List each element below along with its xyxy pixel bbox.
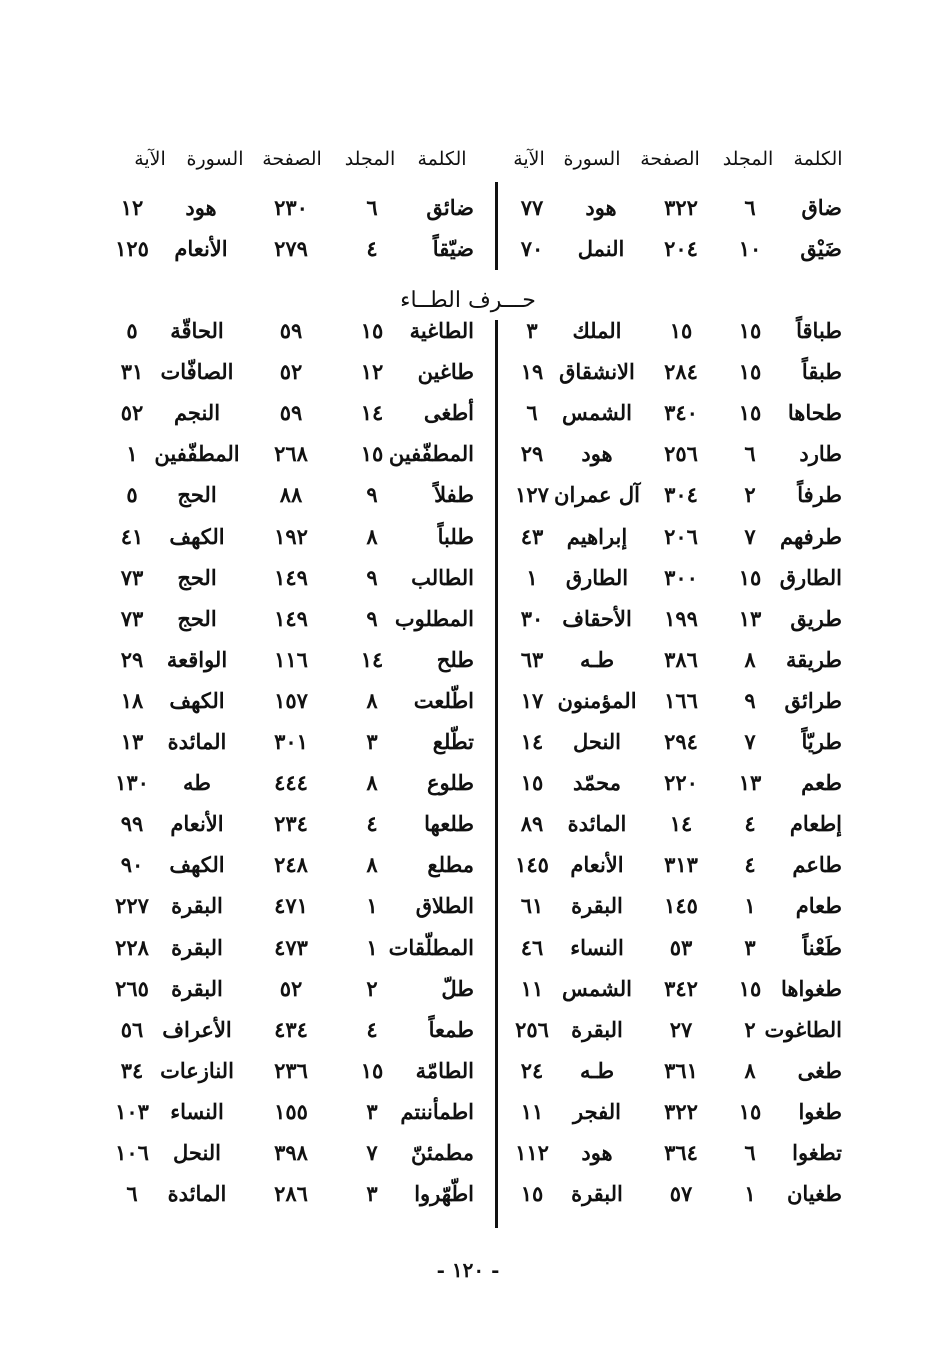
entry-sura: الملك	[572, 318, 622, 343]
entry-page: ١٩٢	[274, 524, 308, 549]
entry-sura: الحج	[177, 565, 217, 590]
entry-sura: الشمس	[562, 976, 632, 1001]
entry-word: تطّلع	[432, 729, 474, 754]
table-row	[0, 770, 936, 810]
entry-word: مطلع	[427, 852, 474, 877]
entry-sura: طـه	[579, 647, 615, 672]
entry-volume: ١٥	[360, 1058, 384, 1083]
table-row	[0, 400, 936, 440]
entry-page: ٥٢	[279, 976, 303, 1001]
table-row	[0, 852, 936, 892]
table-row	[0, 236, 936, 276]
entry-aya: ١١	[520, 976, 544, 1001]
entry-word: طلعها	[424, 811, 474, 836]
entry-volume: ٣	[366, 1181, 378, 1206]
entry-sura: المطفّفين	[154, 441, 240, 466]
entry-aya: ١	[526, 565, 538, 590]
entry-aya: ٢٩	[520, 441, 544, 466]
entry-page: ٥٩	[279, 400, 303, 425]
entry-volume: ٤	[744, 811, 756, 836]
entry-sura: النحل	[572, 729, 622, 754]
entry-sura: النساء	[170, 1099, 224, 1124]
entry-word: الطاغية	[409, 318, 474, 343]
header-word-left: الكلمة	[417, 148, 467, 170]
table-row	[0, 935, 936, 975]
entry-aya: ٢٩	[120, 647, 144, 672]
entry-page: ٣٠٤	[664, 482, 698, 507]
page-number: - ١٢٠ -	[436, 1258, 500, 1282]
header-page-right: الصفحة	[640, 148, 700, 170]
entry-sura: النجم	[173, 400, 221, 425]
entry-volume: ١٥	[360, 318, 384, 343]
section-title: حـــرف الطــاء	[400, 288, 536, 313]
entry-word: طرفهم	[780, 524, 842, 549]
entry-sura: الأنعام	[570, 852, 624, 877]
entry-word: طارد	[799, 441, 842, 466]
entry-word: طغواها	[780, 976, 842, 1001]
entry-word: ضيّقاً	[432, 236, 474, 261]
entry-word: طغى	[797, 1058, 842, 1083]
entry-word: طاغين	[417, 359, 474, 384]
entry-page: ٣٦١	[664, 1058, 698, 1083]
entry-aya: ٦١	[520, 893, 544, 918]
entry-aya: ٥	[126, 482, 138, 507]
entry-page: ٢٦٨	[274, 441, 308, 466]
entry-word: طرائق	[784, 688, 842, 713]
entry-volume: ١٥	[738, 318, 762, 343]
entry-volume: ٧	[744, 729, 756, 754]
entry-aya: ١٤	[520, 729, 544, 754]
entry-volume: ٧	[744, 524, 756, 549]
entry-volume: ٨	[366, 688, 378, 713]
entry-word: طبقاً	[801, 359, 842, 384]
entry-word: الطالب	[411, 565, 474, 590]
entry-word: ضاق	[801, 195, 842, 220]
entry-sura: الحج	[177, 482, 217, 507]
entry-word: اطّهّروا	[414, 1181, 474, 1206]
entry-sura: الكهف	[169, 688, 225, 713]
entry-word: طاعم	[792, 852, 842, 877]
entry-sura: المؤمنون	[557, 688, 637, 713]
entry-volume: ١٠	[738, 236, 762, 261]
entry-volume: ٦	[744, 195, 756, 220]
entry-aya: ٦	[126, 1181, 138, 1206]
entry-aya: ٧٠	[520, 236, 544, 261]
entry-volume: ٩	[366, 606, 378, 631]
entry-word: الطارق	[779, 565, 842, 590]
entry-page: ١٤٥	[664, 893, 698, 918]
entry-word: طريّاً	[801, 729, 842, 754]
entry-word: اطّلعت	[413, 688, 474, 713]
entry-page: ٢٥٦	[664, 441, 698, 466]
entry-sura: الطارق	[565, 565, 629, 590]
entry-sura: هود	[581, 1140, 613, 1165]
entry-page: ٥٧	[669, 1181, 693, 1206]
entry-page: ٢٠٦	[664, 524, 698, 549]
entry-sura: هود	[581, 441, 613, 466]
table-row	[0, 482, 936, 522]
entry-word: طلوع	[426, 770, 474, 795]
entry-sura: هود	[185, 195, 217, 220]
entry-page: ٤٧٣	[274, 935, 308, 960]
entry-word: طرفاً	[797, 482, 842, 507]
entry-volume: ٣	[366, 1099, 378, 1124]
entry-sura: النازعات	[160, 1058, 234, 1083]
entry-sura: الشمس	[562, 400, 632, 425]
entry-volume: ٧	[366, 1140, 378, 1165]
entry-word: إطعام	[789, 811, 842, 836]
entry-volume: ٤	[744, 852, 756, 877]
entry-page: ٤٧١	[274, 893, 308, 918]
entry-page: ٣٢٢	[664, 1099, 698, 1124]
entry-aya: ٣١	[120, 359, 144, 384]
table-row	[0, 1140, 936, 1180]
entry-word: طفلاً	[434, 482, 474, 507]
entry-aya: ١٠٣	[115, 1099, 149, 1124]
entry-page: ٢٩٤	[664, 729, 698, 754]
table-row	[0, 606, 936, 646]
entry-sura: البقرة	[571, 1017, 623, 1042]
table-row	[0, 318, 936, 358]
entry-aya: ٩٠	[120, 852, 144, 877]
entry-word: الطاغوت	[764, 1017, 842, 1042]
table-row	[0, 524, 936, 564]
entry-aya: ٧٧	[520, 195, 544, 220]
entry-page: ١٤	[669, 811, 693, 836]
entry-word: طمعاً	[428, 1017, 474, 1042]
entry-word: مطمئنّ	[411, 1140, 474, 1165]
header-page-left: الصفحة	[262, 148, 322, 170]
entry-page: ٣٤٠	[664, 400, 698, 425]
entry-volume: ٢	[744, 482, 756, 507]
entry-page: ٢٣٠	[274, 195, 308, 220]
entry-page: ٣٤٢	[664, 976, 698, 1001]
entry-word: المطفّفين	[388, 441, 474, 466]
entry-page: ١١٦	[274, 647, 308, 672]
entry-page: ٣٠٠	[664, 565, 698, 590]
entry-page: ٤٣٤	[274, 1017, 308, 1042]
entry-sura: الأنعام	[170, 811, 224, 836]
entry-volume: ١٣	[738, 606, 762, 631]
table-row	[0, 1181, 936, 1221]
entry-sura: طـه	[579, 1058, 615, 1083]
entry-page: ٢٨٤	[664, 359, 698, 384]
entry-page: ٢٨٦	[274, 1181, 308, 1206]
entry-aya: ١٤٥	[515, 852, 549, 877]
table-row	[0, 565, 936, 605]
entry-page: ٣٦٤	[664, 1140, 698, 1165]
entry-word: اطمأننتم	[400, 1099, 474, 1124]
header-aya-left: الآية	[134, 148, 166, 170]
entry-aya: ١٢٧	[515, 482, 549, 507]
entry-aya: ٤٦	[520, 935, 544, 960]
entry-page: ٢٢٠	[664, 770, 698, 795]
entry-volume: ١	[744, 893, 756, 918]
entry-volume: ١٤	[360, 647, 384, 672]
table-row	[0, 976, 936, 1016]
entry-aya: ٨٩	[520, 811, 544, 836]
entry-volume: ٩	[366, 565, 378, 590]
entry-volume: ٦	[744, 441, 756, 466]
entry-aya: ١٣٠	[115, 770, 149, 795]
table-row	[0, 1017, 936, 1057]
entry-volume: ١	[366, 935, 378, 960]
entry-sura: المائدة	[167, 1181, 227, 1206]
entry-volume: ٣	[744, 935, 756, 960]
entry-aya: ٥٢	[120, 400, 144, 425]
entry-volume: ٨	[366, 770, 378, 795]
entry-volume: ١٥	[738, 976, 762, 1001]
entry-word: أطغى	[423, 400, 474, 425]
header-aya-right: الآية	[513, 148, 545, 170]
entry-sura: الانشقاق	[559, 359, 635, 384]
entry-sura: البقرة	[171, 935, 223, 960]
entry-page: ١٥٥	[274, 1099, 308, 1124]
entry-aya: ١٩	[520, 359, 544, 384]
entry-aya: ٧٣	[120, 606, 144, 631]
header-volume-right: المجلد	[722, 148, 774, 170]
entry-aya: ٢٦٥	[115, 976, 149, 1001]
table-row	[0, 811, 936, 851]
header-sura-right: السورة	[563, 148, 621, 170]
entry-word: المطلوب	[394, 606, 474, 631]
entry-page: ٣٢٢	[664, 195, 698, 220]
entry-sura: المائدة	[167, 729, 227, 754]
entry-page: ٢٣٦	[274, 1058, 308, 1083]
entry-volume: ٦	[366, 195, 378, 220]
entry-aya: ٦	[526, 400, 538, 425]
entry-page: ١٦٦	[664, 688, 698, 713]
entry-sura: الفجر	[573, 1099, 621, 1124]
entry-sura: محمّد	[573, 770, 621, 795]
entry-aya: ١١٢	[515, 1140, 549, 1165]
entry-page: ١٤٩	[274, 606, 308, 631]
entry-sura: البقرة	[171, 893, 223, 918]
entry-volume: ٨	[366, 852, 378, 877]
table-row	[0, 647, 936, 687]
entry-word: طغيان	[786, 1181, 842, 1206]
entry-word: الطلاق	[415, 893, 474, 918]
entry-volume: ٣	[366, 729, 378, 754]
entry-page: ٨٨	[279, 482, 303, 507]
entry-word: طلّ	[441, 976, 474, 1001]
entry-volume: ١٥	[738, 400, 762, 425]
entry-volume: ٤	[366, 236, 378, 261]
header-volume-left: المجلد	[344, 148, 396, 170]
entry-aya: ١١	[520, 1099, 544, 1124]
entry-sura: البقرة	[571, 1181, 623, 1206]
entry-page: ٣١٣	[664, 852, 698, 877]
entry-page: ١٤٩	[274, 565, 308, 590]
entry-aya: ١٧	[520, 688, 544, 713]
entry-aya: ١٢٥	[115, 236, 149, 261]
entry-aya: ٥٦	[120, 1017, 144, 1042]
entry-word: تطغوا	[792, 1140, 842, 1165]
entry-aya: ١٢	[120, 195, 144, 220]
entry-aya: ٣٤	[120, 1058, 144, 1083]
entry-aya: ٢٢٧	[115, 893, 149, 918]
table-row	[0, 729, 936, 769]
entry-volume: ٤	[366, 1017, 378, 1042]
entry-sura: الأنعام	[174, 236, 228, 261]
entry-volume: ١	[366, 893, 378, 918]
table-row	[0, 893, 936, 933]
entry-sura: الأحقاف	[562, 606, 632, 631]
entry-page: ٢٠٤	[664, 236, 698, 261]
entry-aya: ٧٣	[120, 565, 144, 590]
entry-volume: ١٣	[738, 770, 762, 795]
entry-sura: الحاقّة	[170, 318, 224, 343]
entry-aya: ٣٠	[520, 606, 544, 631]
entry-page: ١٥٧	[274, 688, 308, 713]
entry-volume: ٤	[366, 811, 378, 836]
entry-word: طباقاً	[796, 318, 842, 343]
entry-page: ١٩٩	[664, 606, 698, 631]
entry-word: طعم	[801, 770, 842, 795]
entry-word: ضائق	[426, 195, 474, 220]
entry-volume: ١٤	[360, 400, 384, 425]
entry-word: طلباً	[437, 524, 474, 549]
entry-sura: الصافّات	[160, 359, 234, 384]
entry-sura: البقرة	[571, 893, 623, 918]
entry-word: طحاها	[787, 400, 842, 425]
entry-sura: إبراهيم	[566, 524, 628, 549]
header-word-right: الكلمة	[793, 148, 843, 170]
entry-aya: ٣	[526, 318, 538, 343]
table-row	[0, 688, 936, 728]
entry-word: المطلّقات	[388, 935, 474, 960]
entry-aya: ١	[126, 441, 138, 466]
entry-page: ٢٧٩	[274, 236, 308, 261]
table-row	[0, 1099, 936, 1139]
entry-aya: ١٥	[520, 770, 544, 795]
entry-sura: الواقعة	[166, 647, 228, 672]
entry-aya: ٥	[126, 318, 138, 343]
entry-aya: ١٥	[520, 1181, 544, 1206]
entry-sura: الكهف	[169, 524, 225, 549]
entry-word: طعام	[795, 893, 842, 918]
table-header	[0, 148, 936, 182]
entry-word: ضَيْق	[800, 236, 842, 261]
entry-volume: ٩	[366, 482, 378, 507]
table-row	[0, 1058, 936, 1098]
entry-aya: ١٨	[120, 688, 144, 713]
entry-sura: النساء	[570, 935, 624, 960]
entry-sura: آل عمران	[554, 482, 640, 507]
entry-volume: ١٥	[738, 565, 762, 590]
entry-volume: ٨	[744, 647, 756, 672]
entry-sura: المائدة	[567, 811, 627, 836]
entry-sura: هود	[585, 195, 617, 220]
entry-word: طَعْناً	[802, 935, 842, 960]
entry-word: طلح	[436, 647, 474, 672]
entry-sura: الأعراف	[162, 1017, 232, 1042]
entry-page: ٣٠١	[274, 729, 308, 754]
entry-word: طريق	[790, 606, 842, 631]
entry-page: ٢٧	[669, 1017, 693, 1042]
table-row	[0, 359, 936, 399]
entry-aya: ٩٩	[120, 811, 144, 836]
entry-aya: ٢٥٦	[515, 1017, 549, 1042]
entry-aya: ٦٣	[520, 647, 544, 672]
entry-sura: طه	[183, 770, 211, 795]
entry-page: ٢٣٤	[274, 811, 308, 836]
entry-volume: ٢	[366, 976, 378, 1001]
header-sura-left: السورة	[186, 148, 244, 170]
entry-aya: ٤١	[120, 524, 144, 549]
entry-page: ٣٨٦	[664, 647, 698, 672]
entry-sura: الكهف	[169, 852, 225, 877]
entry-word: الطامّة	[415, 1058, 474, 1083]
table-row	[0, 195, 936, 235]
entry-volume: ٩	[744, 688, 756, 713]
entry-aya: ٢٢٨	[115, 935, 149, 960]
entry-volume: ١٥	[360, 441, 384, 466]
entry-page: ٥٣	[669, 935, 693, 960]
entry-page: ٣٩٨	[274, 1140, 308, 1165]
entry-sura: النمل	[577, 236, 625, 261]
entry-aya: ٤٣	[520, 524, 544, 549]
entry-page: ٥٩	[279, 318, 303, 343]
entry-page: ٤٤٤	[274, 770, 308, 795]
entry-volume: ١٥	[738, 1099, 762, 1124]
table-row	[0, 441, 936, 481]
entry-aya: ١٣	[120, 729, 144, 754]
entry-sura: الحج	[177, 606, 217, 631]
entry-word: طريقة	[785, 647, 842, 672]
entry-page: ١٥	[669, 318, 693, 343]
entry-page: ٢٤٨	[274, 852, 308, 877]
entry-word: طغوا	[798, 1099, 842, 1124]
entry-volume: ٨	[366, 524, 378, 549]
entry-volume: ٢	[744, 1017, 756, 1042]
entry-volume: ٨	[744, 1058, 756, 1083]
entry-volume: ١٥	[738, 359, 762, 384]
entry-sura: النحل	[172, 1140, 222, 1165]
entry-aya: ١٠٦	[115, 1140, 149, 1165]
entry-page: ٥٢	[279, 359, 303, 384]
entry-sura: البقرة	[171, 976, 223, 1001]
entry-volume: ١	[744, 1181, 756, 1206]
entry-volume: ٦	[744, 1140, 756, 1165]
entry-volume: ١٢	[360, 359, 384, 384]
entry-aya: ٢٤	[520, 1058, 544, 1083]
